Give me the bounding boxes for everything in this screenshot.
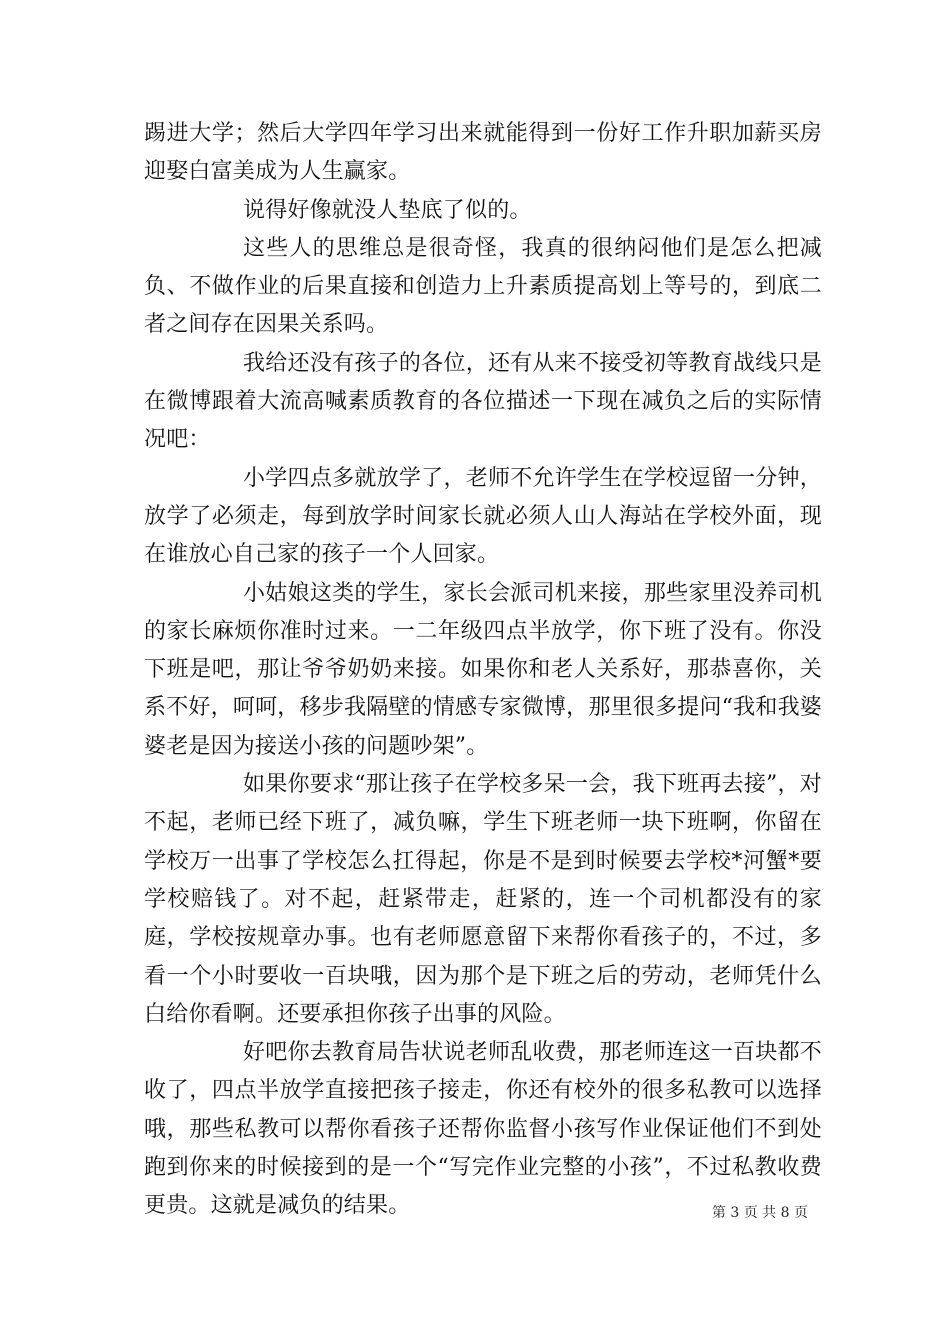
paragraph: 小姑娘这类的学生，家长会派司机来接，那些家里没养司机的家长麻烦你准时过来。一二年级四点半放学，你下班了没有。你没下班是吧，那让爷爷奶奶来接。如果你和老人关系好，那恭喜你，关系不好，呵呵，移步我隔壁的情感专家微博，那里很多提问“我和我婆婆老是因为接送小孩的问题吵架”。 xyxy=(144,580,822,759)
paragraph: 好吧你去教育局告状说老师乱收费，那老师连这一百块都不收了，四点半放学直接把孩子接走，你还有校外的很多私教可以选择哦，那些私教可以帮你看孩子还帮你监督小孩写作业保证他们不到处跑到你来的时候接到的是一个“写完作业完整的小孩”，不过私教收费更贵。这就是减负的结果。 xyxy=(144,1040,822,1219)
document-body xyxy=(144,115,822,1226)
paragraph: 这些人的思维总是很奇怪，我真的很纳闷他们是怎么把减负、不做作业的后果直接和创造力上升素质提高划上等号的，到底二者之间存在因果关系吗。 xyxy=(144,235,822,338)
paragraph: 说得好像就没人垫底了似的。 xyxy=(243,197,532,223)
paragraph: 如果你要求“那让孩子在学校多呆一会，我下班再去接”，对不起，老师已经下班了，减负嘛，学生下班老师一块下班啊，你留在学校万一出事了学校怎么扛得起，你是不是到时候要去学校*河蟹*要学校赔钱了。对不起，赶紧带走，赶紧的，连一个司机都没有的家庭，学校按规章办事。也有老师愿意留下来帮你看孩子的，不过，多看一个小时要收一百块哦，因为那个是下班之后的劳动，老师凭什么白给你看啊。还要承担你孩子出事的风险。 xyxy=(144,772,822,1027)
paragraph: 我给还没有孩子的各位，还有从来不接受初等教育战线只是在微博跟着大流高喊素质教育的各位描述一下现在减负之后的实际情况吧： xyxy=(144,350,822,453)
page-number-footer: 第 3 页 共 8 页 xyxy=(711,1205,808,1221)
paragraph-continuation: 踢进大学；然后大学四年学习出来就能得到一份好工作升职加薪买房迎娶白富美成为人生赢家。 xyxy=(144,121,822,185)
paragraph: 小学四点多就放学了，老师不允许学生在学校逗留一分钟，放学了必须走，每到放学时间家长就必须人山人海站在学校外面，现在谁放心自己家的孩子一个人回家。 xyxy=(144,465,822,568)
